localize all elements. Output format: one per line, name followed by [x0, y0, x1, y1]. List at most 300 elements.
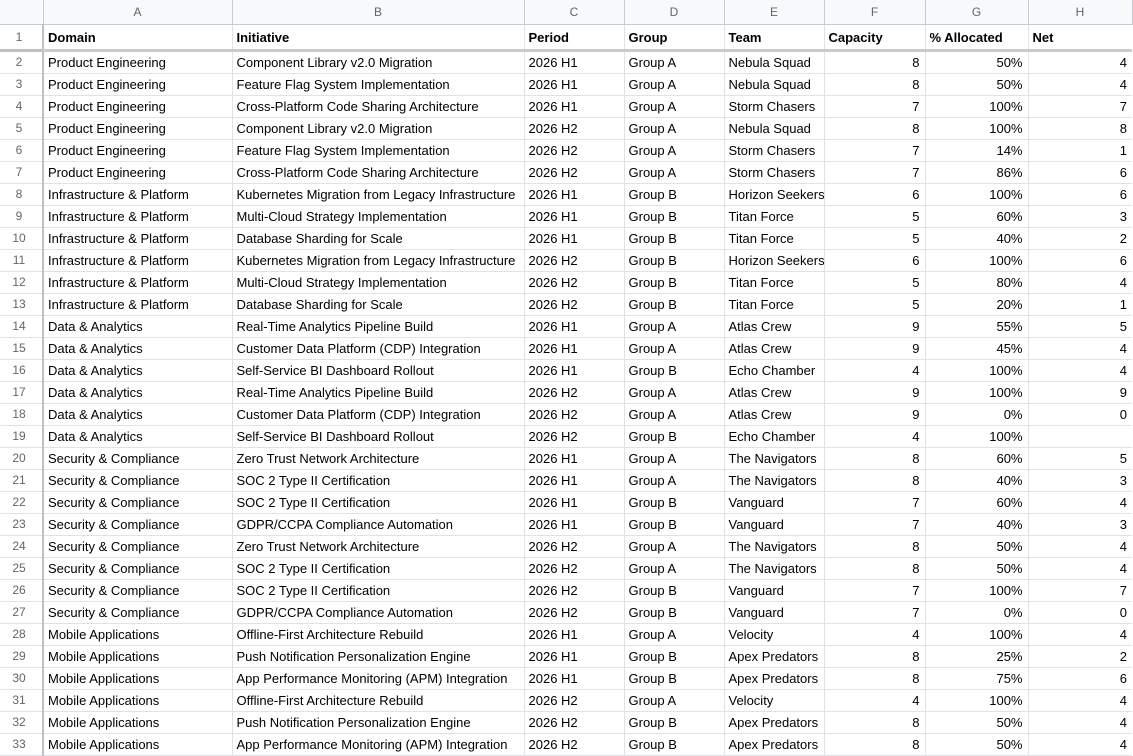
cell-domain[interactable]: Mobile Applications [43, 624, 232, 646]
cell-initiative[interactable]: App Performance Monitoring (APM) Integration [232, 668, 524, 690]
table-row[interactable] [0, 404, 1132, 426]
cell-allocated[interactable]: 0% [925, 404, 1028, 426]
cell-domain[interactable]: Mobile Applications [43, 646, 232, 668]
cell-capacity[interactable]: 7 [824, 140, 925, 162]
cell-period[interactable]: 2026 H1 [524, 316, 624, 338]
cell-team[interactable]: Apex Predators [724, 712, 824, 734]
column-header-f[interactable]: F [824, 0, 925, 25]
cell-initiative[interactable]: Zero Trust Network Architecture [232, 448, 524, 470]
cell-team[interactable]: Nebula Squad [724, 118, 824, 140]
cell-domain[interactable]: Security & Compliance [43, 514, 232, 536]
cell-team[interactable]: The Navigators [724, 470, 824, 492]
cell-team[interactable]: Horizon Seekers [724, 184, 824, 206]
cell-allocated[interactable]: 45% [925, 338, 1028, 360]
cell-domain[interactable]: Data & Analytics [43, 360, 232, 382]
cell-domain[interactable]: Security & Compliance [43, 558, 232, 580]
cell-initiative[interactable]: Real-Time Analytics Pipeline Build [232, 316, 524, 338]
cell-allocated[interactable]: 14% [925, 140, 1028, 162]
cell-group[interactable]: Group B [624, 184, 724, 206]
cell-team[interactable]: Apex Predators [724, 668, 824, 690]
cell-domain[interactable]: Data & Analytics [43, 404, 232, 426]
cell-allocated[interactable]: 100% [925, 360, 1028, 382]
row-number[interactable]: 29 [0, 646, 43, 668]
cell-group[interactable]: Group A [624, 448, 724, 470]
cell-net[interactable]: 4 [1028, 492, 1132, 514]
cell-net[interactable]: 4 [1028, 624, 1132, 646]
column-header-a[interactable]: A [43, 0, 232, 25]
table-row[interactable] [0, 382, 1132, 404]
row-number[interactable]: 22 [0, 492, 43, 514]
cell-allocated[interactable]: 80% [925, 272, 1028, 294]
cell-period[interactable]: 2026 H2 [524, 712, 624, 734]
table-row[interactable] [0, 162, 1132, 184]
table-row[interactable] [0, 96, 1132, 118]
cell-net[interactable]: 6 [1028, 668, 1132, 690]
cell-group[interactable]: Group B [624, 668, 724, 690]
row-number[interactable]: 5 [0, 118, 43, 140]
table-row[interactable] [0, 536, 1132, 558]
cell-domain[interactable]: Product Engineering [43, 74, 232, 96]
cell-group[interactable]: Group A [624, 536, 724, 558]
cell-period[interactable]: 2026 H1 [524, 206, 624, 228]
column-header-d[interactable]: D [624, 0, 724, 25]
cell-capacity[interactable]: 9 [824, 338, 925, 360]
row-number[interactable]: 11 [0, 250, 43, 272]
column-header-b[interactable]: B [232, 0, 524, 25]
cell-group[interactable]: Group A [624, 404, 724, 426]
cell-group[interactable]: Group B [624, 514, 724, 536]
table-row[interactable] [0, 624, 1132, 646]
cell-allocated[interactable]: 20% [925, 294, 1028, 316]
cell-capacity[interactable]: 5 [824, 206, 925, 228]
cell-capacity[interactable]: 5 [824, 294, 925, 316]
cell-initiative[interactable]: Offline-First Architecture Rebuild [232, 624, 524, 646]
row-number[interactable]: 28 [0, 624, 43, 646]
cell-domain[interactable]: Security & Compliance [43, 448, 232, 470]
column-title-capacity[interactable]: Capacity [824, 25, 925, 50]
cell-allocated[interactable]: 60% [925, 206, 1028, 228]
cell-team[interactable]: Echo Chamber [724, 426, 824, 448]
column-title-period[interactable]: Period [524, 25, 624, 50]
cell-team[interactable]: Vanguard [724, 514, 824, 536]
cell-period[interactable]: 2026 H2 [524, 426, 624, 448]
cell-domain[interactable]: Mobile Applications [43, 712, 232, 734]
cell-team[interactable]: Atlas Crew [724, 316, 824, 338]
row-number[interactable]: 27 [0, 602, 43, 624]
row-number[interactable]: 32 [0, 712, 43, 734]
cell-period[interactable]: 2026 H1 [524, 624, 624, 646]
table-row[interactable] [0, 294, 1132, 316]
cell-initiative[interactable]: Push Notification Personalization Engine [232, 712, 524, 734]
cell-allocated[interactable]: 60% [925, 448, 1028, 470]
cell-capacity[interactable]: 5 [824, 228, 925, 250]
cell-capacity[interactable]: 8 [824, 558, 925, 580]
cell-initiative[interactable]: Cross-Platform Code Sharing Architecture [232, 96, 524, 118]
cell-capacity[interactable]: 6 [824, 250, 925, 272]
cell-capacity[interactable]: 8 [824, 734, 925, 756]
cell-group[interactable]: Group A [624, 624, 724, 646]
row-number[interactable]: 2 [0, 52, 43, 74]
cell-initiative[interactable]: Kubernetes Migration from Legacy Infrastructure [232, 184, 524, 206]
cell-net[interactable]: 9 [1028, 382, 1132, 404]
cell-team[interactable]: Vanguard [724, 492, 824, 514]
cell-initiative[interactable]: Kubernetes Migration from Legacy Infrastructure [232, 250, 524, 272]
cell-net[interactable]: 3 [1028, 514, 1132, 536]
row-number[interactable]: 6 [0, 140, 43, 162]
cell-group[interactable]: Group A [624, 382, 724, 404]
cell-net[interactable]: 4 [1028, 338, 1132, 360]
row-number[interactable]: 25 [0, 558, 43, 580]
cell-initiative[interactable]: Database Sharding for Scale [232, 228, 524, 250]
cell-initiative[interactable]: SOC 2 Type II Certification [232, 492, 524, 514]
row-number[interactable]: 23 [0, 514, 43, 536]
column-title-domain[interactable]: Domain [43, 25, 232, 50]
cell-period[interactable]: 2026 H2 [524, 602, 624, 624]
column-title-allocated[interactable]: % Allocated [925, 25, 1028, 50]
row-number[interactable]: 4 [0, 96, 43, 118]
cell-net[interactable]: 6 [1028, 184, 1132, 206]
cell-initiative[interactable]: Customer Data Platform (CDP) Integration [232, 404, 524, 426]
cell-initiative[interactable]: SOC 2 Type II Certification [232, 470, 524, 492]
column-header-g[interactable]: G [925, 0, 1028, 25]
cell-net[interactable]: 4 [1028, 558, 1132, 580]
cell-capacity[interactable]: 9 [824, 316, 925, 338]
cell-allocated[interactable]: 50% [925, 558, 1028, 580]
cell-period[interactable]: 2026 H1 [524, 668, 624, 690]
row-number[interactable]: 13 [0, 294, 43, 316]
cell-allocated[interactable]: 100% [925, 250, 1028, 272]
cell-period[interactable]: 2026 H1 [524, 74, 624, 96]
row-number[interactable]: 24 [0, 536, 43, 558]
row-number[interactable]: 33 [0, 734, 43, 756]
cell-team[interactable]: Titan Force [724, 294, 824, 316]
cell-domain[interactable]: Product Engineering [43, 52, 232, 74]
table-row[interactable] [0, 118, 1132, 140]
cell-period[interactable]: 2026 H1 [524, 52, 624, 74]
cell-team[interactable]: Nebula Squad [724, 52, 824, 74]
cell-allocated[interactable]: 75% [925, 668, 1028, 690]
cell-net[interactable]: 2 [1028, 228, 1132, 250]
cell-domain[interactable]: Infrastructure & Platform [43, 228, 232, 250]
cell-capacity[interactable]: 7 [824, 602, 925, 624]
cell-team[interactable]: Apex Predators [724, 646, 824, 668]
cell-capacity[interactable]: 5 [824, 272, 925, 294]
table-row[interactable] [0, 184, 1132, 206]
cell-team[interactable]: Echo Chamber [724, 360, 824, 382]
cell-allocated[interactable]: 50% [925, 712, 1028, 734]
table-row[interactable] [0, 250, 1132, 272]
cell-initiative[interactable]: Offline-First Architecture Rebuild [232, 690, 524, 712]
table-row[interactable] [0, 668, 1132, 690]
cell-capacity[interactable]: 7 [824, 492, 925, 514]
row-number[interactable]: 7 [0, 162, 43, 184]
cell-domain[interactable]: Infrastructure & Platform [43, 294, 232, 316]
cell-period[interactable]: 2026 H2 [524, 558, 624, 580]
cell-domain[interactable]: Product Engineering [43, 162, 232, 184]
cell-allocated[interactable]: 50% [925, 52, 1028, 74]
cell-domain[interactable]: Security & Compliance [43, 470, 232, 492]
cell-group[interactable]: Group A [624, 338, 724, 360]
row-number[interactable]: 1 [0, 25, 43, 50]
cell-net[interactable]: 3 [1028, 470, 1132, 492]
row-number[interactable]: 14 [0, 316, 43, 338]
row-number[interactable]: 16 [0, 360, 43, 382]
cell-team[interactable]: Atlas Crew [724, 382, 824, 404]
cell-capacity[interactable]: 4 [824, 690, 925, 712]
cell-group[interactable]: Group A [624, 74, 724, 96]
cell-domain[interactable]: Security & Compliance [43, 602, 232, 624]
cell-net[interactable]: 6 [1028, 250, 1132, 272]
table-row[interactable] [0, 514, 1132, 536]
cell-period[interactable]: 2026 H1 [524, 448, 624, 470]
row-number[interactable]: 21 [0, 470, 43, 492]
cell-period[interactable]: 2026 H2 [524, 272, 624, 294]
cell-group[interactable]: Group B [624, 734, 724, 756]
cell-group[interactable]: Group A [624, 96, 724, 118]
cell-initiative[interactable]: Customer Data Platform (CDP) Integration [232, 338, 524, 360]
cell-period[interactable]: 2026 H1 [524, 184, 624, 206]
cell-capacity[interactable]: 4 [824, 360, 925, 382]
cell-allocated[interactable]: 100% [925, 690, 1028, 712]
cell-domain[interactable]: Infrastructure & Platform [43, 250, 232, 272]
cell-net[interactable]: 1 [1028, 140, 1132, 162]
cell-group[interactable]: Group B [624, 294, 724, 316]
cell-group[interactable]: Group B [624, 492, 724, 514]
table-row[interactable] [0, 52, 1132, 74]
cell-capacity[interactable]: 8 [824, 118, 925, 140]
cell-net[interactable]: 1 [1028, 294, 1132, 316]
cell-group[interactable]: Group B [624, 206, 724, 228]
cell-domain[interactable]: Mobile Applications [43, 690, 232, 712]
cell-capacity[interactable]: 8 [824, 470, 925, 492]
table-row[interactable] [0, 338, 1132, 360]
cell-allocated[interactable]: 0% [925, 602, 1028, 624]
cell-allocated[interactable]: 100% [925, 118, 1028, 140]
row-number[interactable]: 8 [0, 184, 43, 206]
cell-period[interactable]: 2026 H2 [524, 294, 624, 316]
cell-group[interactable]: Group B [624, 272, 724, 294]
cell-initiative[interactable]: Push Notification Personalization Engine [232, 646, 524, 668]
cell-group[interactable]: Group A [624, 162, 724, 184]
cell-initiative[interactable]: Cross-Platform Code Sharing Architecture [232, 162, 524, 184]
cell-period[interactable]: 2026 H1 [524, 360, 624, 382]
cell-period[interactable]: 2026 H2 [524, 580, 624, 602]
cell-capacity[interactable]: 9 [824, 404, 925, 426]
cell-domain[interactable]: Data & Analytics [43, 316, 232, 338]
cell-allocated[interactable]: 55% [925, 316, 1028, 338]
cell-net[interactable]: 2 [1028, 646, 1132, 668]
column-title-group[interactable]: Group [624, 25, 724, 50]
cell-net[interactable]: 7 [1028, 580, 1132, 602]
cell-period[interactable]: 2026 H2 [524, 404, 624, 426]
cell-domain[interactable]: Data & Analytics [43, 382, 232, 404]
cell-team[interactable]: The Navigators [724, 448, 824, 470]
cell-net[interactable]: 4 [1028, 734, 1132, 756]
cell-initiative[interactable]: Self-Service BI Dashboard Rollout [232, 360, 524, 382]
cell-team[interactable]: Storm Chasers [724, 162, 824, 184]
cell-allocated[interactable]: 86% [925, 162, 1028, 184]
cell-domain[interactable]: Infrastructure & Platform [43, 206, 232, 228]
table-row[interactable] [0, 580, 1132, 602]
cell-capacity[interactable]: 7 [824, 96, 925, 118]
cell-capacity[interactable]: 4 [824, 624, 925, 646]
cell-domain[interactable]: Mobile Applications [43, 668, 232, 690]
cell-net[interactable]: 0 [1028, 404, 1132, 426]
cell-initiative[interactable]: Zero Trust Network Architecture [232, 536, 524, 558]
cell-group[interactable]: Group B [624, 250, 724, 272]
cell-net[interactable]: 7 [1028, 96, 1132, 118]
cell-initiative[interactable]: Self-Service BI Dashboard Rollout [232, 426, 524, 448]
cell-allocated[interactable]: 25% [925, 646, 1028, 668]
cell-domain[interactable]: Security & Compliance [43, 536, 232, 558]
cell-net[interactable]: 4 [1028, 360, 1132, 382]
cell-group[interactable]: Group B [624, 580, 724, 602]
table-row[interactable] [0, 316, 1132, 338]
cell-team[interactable]: Velocity [724, 624, 824, 646]
cell-domain[interactable]: Product Engineering [43, 96, 232, 118]
cell-net[interactable]: 4 [1028, 272, 1132, 294]
cell-team[interactable]: Atlas Crew [724, 338, 824, 360]
cell-group[interactable]: Group B [624, 360, 724, 382]
cell-domain[interactable]: Mobile Applications [43, 734, 232, 756]
cell-period[interactable]: 2026 H2 [524, 162, 624, 184]
column-title-team[interactable]: Team [724, 25, 824, 50]
cell-initiative[interactable]: SOC 2 Type II Certification [232, 558, 524, 580]
table-row[interactable] [0, 426, 1132, 448]
table-row[interactable] [0, 448, 1132, 470]
cell-allocated[interactable]: 40% [925, 470, 1028, 492]
cell-group[interactable]: Group A [624, 118, 724, 140]
cell-allocated[interactable]: 50% [925, 74, 1028, 96]
cell-period[interactable]: 2026 H2 [524, 140, 624, 162]
cell-initiative[interactable]: Feature Flag System Implementation [232, 140, 524, 162]
cell-initiative[interactable]: Database Sharding for Scale [232, 294, 524, 316]
cell-net[interactable]: 0 [1028, 602, 1132, 624]
row-number[interactable]: 26 [0, 580, 43, 602]
table-row[interactable] [0, 602, 1132, 624]
cell-group[interactable]: Group A [624, 316, 724, 338]
cell-domain[interactable]: Infrastructure & Platform [43, 272, 232, 294]
cell-allocated[interactable]: 50% [925, 734, 1028, 756]
cell-team[interactable]: The Navigators [724, 536, 824, 558]
cell-net[interactable]: 3 [1028, 206, 1132, 228]
cell-allocated[interactable]: 100% [925, 184, 1028, 206]
cell-period[interactable]: 2026 H2 [524, 734, 624, 756]
cell-capacity[interactable]: 9 [824, 382, 925, 404]
cell-team[interactable]: Storm Chasers [724, 140, 824, 162]
cell-period[interactable]: 2026 H1 [524, 338, 624, 360]
cell-period[interactable]: 2026 H2 [524, 690, 624, 712]
cell-initiative[interactable]: Component Library v2.0 Migration [232, 52, 524, 74]
column-title-initiative[interactable]: Initiative [232, 25, 524, 50]
row-number[interactable]: 20 [0, 448, 43, 470]
cell-allocated[interactable]: 100% [925, 426, 1028, 448]
cell-net[interactable]: 4 [1028, 536, 1132, 558]
cell-period[interactable]: 2026 H1 [524, 470, 624, 492]
table-row[interactable] [0, 470, 1132, 492]
cell-allocated[interactable]: 100% [925, 580, 1028, 602]
cell-group[interactable]: Group B [624, 602, 724, 624]
cell-period[interactable]: 2026 H2 [524, 250, 624, 272]
cell-team[interactable]: The Navigators [724, 558, 824, 580]
cell-net[interactable]: 8 [1028, 118, 1132, 140]
cell-capacity[interactable]: 8 [824, 712, 925, 734]
cell-initiative[interactable]: GDPR/CCPA Compliance Automation [232, 602, 524, 624]
table-row[interactable] [0, 206, 1132, 228]
cell-group[interactable]: Group A [624, 470, 724, 492]
row-number[interactable]: 30 [0, 668, 43, 690]
cell-period[interactable]: 2026 H1 [524, 514, 624, 536]
cell-initiative[interactable]: Component Library v2.0 Migration [232, 118, 524, 140]
cell-net[interactable] [1028, 426, 1132, 448]
cell-domain[interactable]: Infrastructure & Platform [43, 184, 232, 206]
cell-team[interactable]: Titan Force [724, 206, 824, 228]
cell-team[interactable]: Horizon Seekers [724, 250, 824, 272]
cell-capacity[interactable]: 8 [824, 646, 925, 668]
cell-group[interactable]: Group A [624, 690, 724, 712]
row-number[interactable]: 18 [0, 404, 43, 426]
column-title-net[interactable]: Net [1028, 25, 1132, 50]
select-all-corner[interactable] [0, 0, 43, 25]
cell-group[interactable]: Group A [624, 140, 724, 162]
table-row[interactable] [0, 74, 1132, 96]
cell-group[interactable]: Group B [624, 228, 724, 250]
row-number[interactable]: 31 [0, 690, 43, 712]
row-number[interactable]: 3 [0, 74, 43, 96]
cell-allocated[interactable]: 100% [925, 96, 1028, 118]
cell-capacity[interactable]: 7 [824, 514, 925, 536]
cell-initiative[interactable]: Feature Flag System Implementation [232, 74, 524, 96]
cell-team[interactable]: Storm Chasers [724, 96, 824, 118]
cell-period[interactable]: 2026 H2 [524, 382, 624, 404]
cell-team[interactable]: Vanguard [724, 602, 824, 624]
row-number[interactable]: 12 [0, 272, 43, 294]
cell-capacity[interactable]: 7 [824, 162, 925, 184]
cell-capacity[interactable]: 6 [824, 184, 925, 206]
cell-capacity[interactable]: 4 [824, 426, 925, 448]
cell-initiative[interactable]: Real-Time Analytics Pipeline Build [232, 382, 524, 404]
table-row[interactable] [0, 646, 1132, 668]
cell-net[interactable]: 4 [1028, 52, 1132, 74]
cell-initiative[interactable]: Multi-Cloud Strategy Implementation [232, 206, 524, 228]
cell-group[interactable]: Group B [624, 426, 724, 448]
cell-team[interactable]: Titan Force [724, 272, 824, 294]
row-number[interactable]: 10 [0, 228, 43, 250]
cell-group[interactable]: Group A [624, 558, 724, 580]
cell-period[interactable]: 2026 H2 [524, 536, 624, 558]
cell-allocated[interactable]: 40% [925, 514, 1028, 536]
table-row[interactable] [0, 140, 1132, 162]
cell-initiative[interactable]: SOC 2 Type II Certification [232, 580, 524, 602]
table-row[interactable] [0, 272, 1132, 294]
cell-team[interactable]: Velocity [724, 690, 824, 712]
cell-allocated[interactable]: 50% [925, 536, 1028, 558]
cell-team[interactable]: Vanguard [724, 580, 824, 602]
cell-period[interactable]: 2026 H1 [524, 96, 624, 118]
cell-capacity[interactable]: 8 [824, 448, 925, 470]
table-row[interactable] [0, 360, 1132, 382]
table-row[interactable] [0, 690, 1132, 712]
cell-team[interactable]: Titan Force [724, 228, 824, 250]
row-number[interactable]: 9 [0, 206, 43, 228]
cell-domain[interactable]: Data & Analytics [43, 338, 232, 360]
cell-group[interactable]: Group B [624, 646, 724, 668]
table-row[interactable] [0, 492, 1132, 514]
row-number[interactable]: 19 [0, 426, 43, 448]
cell-domain[interactable]: Product Engineering [43, 140, 232, 162]
row-number[interactable]: 15 [0, 338, 43, 360]
table-row[interactable] [0, 734, 1132, 756]
